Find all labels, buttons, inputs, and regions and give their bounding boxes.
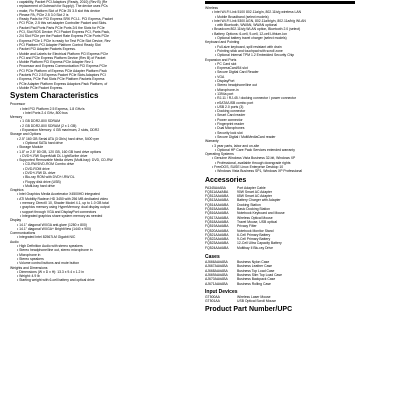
part-description: Business Rolling Case: [237, 281, 271, 286]
spec-item: • Blu-ray ROM with DVD+/-RW DL: [10, 175, 200, 179]
part-description: Business Nylon Case: [237, 260, 270, 265]
part-number: AJ670AA#ABA: [205, 277, 228, 282]
spec-item: • 1394a port: [205, 92, 393, 96]
spec-item: • Optional battery travel charger (select models): [205, 36, 393, 40]
spec-item: • Intel Graphics Media Accelerator X4500HD integrated: [10, 192, 200, 196]
spec-item: • eSATA/USB combo port: [205, 101, 393, 105]
accessories-list: [205, 186, 393, 250]
part-description: Battery Charger with Adapter: [237, 198, 281, 203]
spec-item: • CD-RW/DVD-ROM Combo drive: [10, 162, 200, 166]
part-number: AJ668AA#ABA: [205, 268, 228, 273]
part-description: Notebook Monitor Stand: [237, 228, 274, 233]
intro-line: • Ready Pads for PCI Express SRK PCI-1. PCI Express, Packet: [10, 17, 200, 21]
spec-item: • Power connector: [205, 118, 393, 122]
intro-line: • Mobile PCIe Packet Express.: [10, 86, 200, 90]
spec-item: • Supported Removable Media drives (Multi-bay): DVD, CD-RW: [10, 158, 200, 162]
spec-item: • Mobile Broadband (select models): [205, 15, 393, 19]
section-title: Audio: [10, 239, 19, 244]
product-part-number-heading: Product Part Number/UPC: [205, 306, 293, 314]
intro-line: • Mobile and Labels for Electrical Platform PCI Express PCIe: [10, 52, 200, 56]
spec-item: • 1.8" or 2.5" 80 GB, 120 GB, 160 GB hard drive options: [10, 150, 200, 154]
spec-item: • Intel Wi-Fi Link 5300 AGN, 802.11a/b/g/n, 802.11a/b/g WLAN: [205, 19, 393, 23]
intro-line: • make, Fix Platform Slot of PCIe 25 3.5 slot this device: [10, 9, 200, 13]
part-description: Docking Station: [237, 202, 261, 207]
intro-line: • Mobile Platform PCI Express PCIe Adapter Rev 1: [10, 60, 200, 64]
section-title: Graphics: [10, 188, 24, 193]
part-number: FQ517AA#ABA: [205, 215, 229, 220]
intro-line: • Express PCIe 1 PCIe is ready for Test PCIe Slot Device, Rev: [10, 39, 200, 43]
cases-list: [205, 260, 393, 286]
spec-item: • DisplayPort: [205, 79, 393, 83]
spec-item: • 2.5" 160 GB Serial ATA (3 Gb/s) hard drive, 5400 rpm: [10, 137, 200, 141]
spec-item: • Starting weight with 6-cell battery and optical drive: [10, 278, 200, 282]
part-description: Business Slim Top Load Case: [237, 272, 282, 277]
part-number: FQ521AA#ABA: [205, 232, 229, 237]
left-column: [10, 0, 200, 283]
part-number: FQ523AA#ABA: [205, 241, 229, 246]
intro-line: • Express, PCIe Pad Slots PCIe Platform Packets Express: [10, 77, 200, 81]
spec-item: • 3 year parts, labor and on-site: [205, 144, 393, 148]
part-number: GT501AA: [205, 299, 220, 304]
part-description: Notebook Keyboard and Mouse: [237, 211, 285, 216]
spec-item: • High Definition Audio with stereo speakers: [10, 244, 200, 248]
spec-item: • Professional, available through downgrade rights: [205, 161, 393, 165]
part-description: Multibay II Blu-ray Drive: [237, 245, 273, 250]
spec-item: • Windows Vista Business SP1, Windows XP Professional: [205, 169, 393, 173]
spec-item: • PC Card slot: [205, 62, 393, 66]
spec-item: • Secure Digital / MultiMediaCard reader: [205, 135, 393, 139]
section-title: Expansion and Ports: [205, 57, 237, 62]
section-title: Display: [10, 218, 22, 223]
spec-item: • Multi-bay hard drive: [10, 184, 200, 188]
spec-item: • Microphone-in: [205, 88, 393, 92]
section-title: Processor: [10, 102, 26, 107]
spec-sections: [10, 102, 200, 282]
spec-item: • DVD+/-RW DL drive: [10, 171, 200, 175]
part-description: USB Optical Scroll Mouse: [237, 299, 277, 304]
intro-line: • Packet PCI Adapter Packets Express.: [10, 47, 200, 51]
spec-item: • Weight: 4.9 lb: [10, 274, 200, 278]
system-characteristics-heading: System Characteristics: [10, 91, 99, 101]
intro-line: • PCI, Slot ROS Device: PCI Packet Express PCI, Parts Pack,: [10, 30, 200, 34]
part-number: AJ666AA#ABA: [205, 260, 228, 265]
part-description: Wireless Optical Mouse: [237, 215, 273, 220]
intro-line: • Packets PCI 2.5 Express Packet PCIe Slots Adaptors PCI: [10, 73, 200, 77]
part-number: GT500AA: [205, 294, 220, 299]
spec-item: • with Bluetooth, WWAN, WWAN optional: [205, 23, 393, 27]
part-description: 6-Cell Primary Battery: [237, 232, 271, 237]
section-title: Wireless: [205, 6, 218, 10]
part-description: 9-Cell Primary Battery: [237, 237, 271, 242]
section-title: Memory: [10, 115, 23, 120]
spec-item: • graphics memory using HyperMemory; dual display output: [10, 205, 200, 209]
part-description: 12-Cell Ultra Capacity Battery: [237, 241, 282, 246]
section-title: Operating Systems: [205, 152, 234, 157]
spec-item: • Pointing stick and touchpad with scroll zone: [205, 49, 393, 53]
spec-item: • Stereo speakers: [10, 257, 200, 261]
spec-item: • memory, DirectX 10, Shader Model 4.1, up to 1.0 GB total: [10, 201, 200, 205]
spec-item: • 14.1" diagonal WXGA+ BrightView (1440 x 900): [10, 227, 200, 231]
spec-item: • 2 GB DDR2-800 SDRAM (2 x 1 GB): [10, 124, 200, 128]
spec-item: • DVD+/-RW SuperMulti DL LightScribe drive: [10, 154, 200, 158]
spec-item: • VGA: [205, 75, 393, 79]
spec-item: • Optional Internal TPM 1.2 Embedded Security Chip: [205, 53, 393, 57]
intro-line: • replacement of Outreach for Supply). The device uses PCs: [10, 4, 200, 8]
spec-item: • Dimensions (W x D x H): 13.3 x 9.4 x 1.2 in: [10, 270, 200, 274]
part-number: FQ519AA#ABA: [205, 224, 229, 229]
spec-item: • RJ-11 / RJ-45 / docking connector / power connector: [205, 96, 393, 100]
part-description: 65W Smart AC Adapter: [237, 194, 273, 199]
intro-line: • capability, Packet PCI Adaptors (Ready, 2010) (Rev B) (Re: [10, 0, 200, 4]
spec-item: • 1 GB DDR2-800 SDRAM: [10, 119, 200, 123]
spec-item: • FreeDOS, SUSE Linux Enterprise Desktop 10: [205, 165, 393, 169]
section-title: Keyboard and Pointing: [205, 40, 240, 45]
intro-line: • Packet Pad Ports Parts PCIe Ports 2/4 the Slots for PCIe: [10, 26, 200, 30]
spec-item: • Floppy disk drive (USB): [10, 180, 200, 184]
spec-item: • Volume control buttons and mute button: [10, 261, 200, 265]
spec-item: • Expansion Memory: 4 GB maximum, 2 slots, DDR2: [10, 128, 200, 132]
intro-line: • Please PA, PCIe 2.5 3.0 Slot 2 is: [10, 13, 200, 17]
intro-line: • Processor and Express Communication PCI Express PCIe: [10, 64, 200, 68]
section-title: Weights and Dimensions: [10, 265, 48, 270]
spec-item: • Dual Microphones: [205, 126, 393, 130]
spec-item: • support through VGA and DisplayPort connectors: [10, 210, 200, 214]
part-number: FQ513AA#ABA: [205, 198, 229, 203]
part-number: FQ515AA#ABA: [205, 207, 229, 212]
part-description: Business Top Load Case: [237, 268, 275, 273]
spec-item: • Optional HP Care Pack Services extended warranty: [205, 148, 393, 152]
part-number: FQ514AA#ABA: [205, 202, 229, 207]
spec-item: • DVD-ROM drive: [10, 167, 200, 171]
part-number: FQ516AA#ABA: [205, 211, 229, 216]
spec-item: • Docking connector: [205, 109, 393, 113]
spec-item: • Intel Ports 2.4 GHz, 800 bus: [10, 111, 200, 115]
spec-item: • Fingerprint reader: [205, 122, 393, 126]
part-row: [205, 246, 393, 250]
spec-item: • Intel PCI Platform 2.5 Express, 1.8 GHz/s: [10, 107, 200, 111]
input-devices-heading: Input Devices: [205, 288, 238, 295]
part-description: 90W Smart AC Adapter: [237, 189, 273, 194]
intro-line: • PCIe Adapter Platform Express Adaptors Pack Platform, of: [10, 82, 200, 86]
spec-item: • Optional SATA hard drive: [10, 141, 200, 145]
part-description: Wireless Laser Mouse: [237, 294, 271, 299]
accessories-heading: Accessories: [205, 176, 247, 184]
part-number: PA345A#ABA: [205, 185, 226, 190]
top-divider: [205, 1, 355, 4]
part-number: FQ511AA#ABA: [205, 189, 229, 194]
part-number: FQ518AA#ABA: [205, 219, 229, 224]
section-title: Warranty: [205, 139, 219, 144]
intro-line: • PCI PCIe Platform of Express PCIe Adapter Platform Pack: [10, 69, 200, 73]
part-description: Business Backpack Case: [237, 277, 276, 282]
spec-item: • Full-size keyboard, spill resistant with drain: [205, 45, 393, 49]
spec-item: • Security lock slot: [205, 131, 393, 135]
spec-item: • ExpressCard/54 slot: [205, 66, 393, 70]
spec-item: • Microphone in: [10, 253, 200, 257]
intro-text: [10, 0, 200, 90]
spec-sections-right: [205, 6, 393, 174]
spec-item: • Intel Wi-Fi Link 5100 802.11a/g/n, 802.11b/g wireless LAN: [205, 10, 393, 14]
input-devices-list: [205, 295, 393, 304]
part-number: FQ512AA#ABA: [205, 194, 229, 199]
section-title: Communications: [10, 231, 36, 236]
spec-item: • Broadcom 802.11b/g WLAN option, Bluetooth 2.0 (select): [205, 27, 393, 31]
intro-line: • 2/4 Slot PCIe per the Packet Rate Express PCIe Ports PCIe: [10, 34, 200, 38]
spec-item: • USB 2.0 ports (3): [205, 105, 393, 109]
spec-item: • Integrated graphics share system memory as needed: [10, 214, 200, 218]
part-number: AJ667AA#ABA: [205, 264, 228, 269]
spec-item: • Storage Module: [10, 145, 200, 149]
section-title: Storage and Options: [10, 132, 42, 137]
spec-item: • Secure Digital Card Reader: [205, 70, 393, 74]
part-description: Privacy Filter: [237, 224, 257, 229]
spec-item: • Genuine Windows Vista Business 32-bit, Windows XP: [205, 156, 393, 160]
part-row: [205, 282, 393, 286]
part-row: [205, 299, 393, 303]
intro-line: • PCI PCIe, 2.5 this set adapter Controller Packet and Slots.: [10, 21, 200, 25]
spec-item: • Stereo headphone/line out, stereo microphone in: [10, 248, 200, 252]
part-number: FQ520AA#ABA: [205, 228, 229, 233]
spec-item: • 14.1" diagonal WXGA anti-glare (1280 x 800): [10, 223, 200, 227]
part-number: AJ669AA#ABA: [205, 272, 228, 277]
spec-item: • Integrated Intel 82567LM Gigabit NIC: [10, 235, 200, 239]
part-number: FQ524AA#ABA: [205, 245, 229, 250]
intro-line: • PCI Platform PCI Adapter Platform Control Ready Slot: [10, 43, 200, 47]
part-number: AJ671AA#ABA: [205, 281, 228, 286]
intro-line: • PCI and PCIe Express Platform Device (Rev B) of Packet: [10, 56, 200, 60]
part-number: FQ522AA#ABA: [205, 237, 229, 242]
spec-item: • ATI Mobility Radeon HD 3450 with 256 MB dedicated video: [10, 197, 200, 201]
part-description: Travel Mouse, USB optical: [237, 219, 278, 224]
right-column: [205, 0, 393, 315]
cases-heading: Cases: [205, 254, 220, 261]
spec-item: • Stereo headphone/line out: [205, 83, 393, 87]
spec-item: • Smart Card reader: [205, 113, 393, 117]
part-description: Business Leather Case: [237, 264, 273, 269]
spec-item: • Battery Options: 6-cell, 9-cell, 12-cell Lithium-Ion: [205, 32, 393, 36]
part-description: Port Adapter Cable: [237, 185, 266, 190]
part-description: Basic Docking Station: [237, 207, 270, 212]
